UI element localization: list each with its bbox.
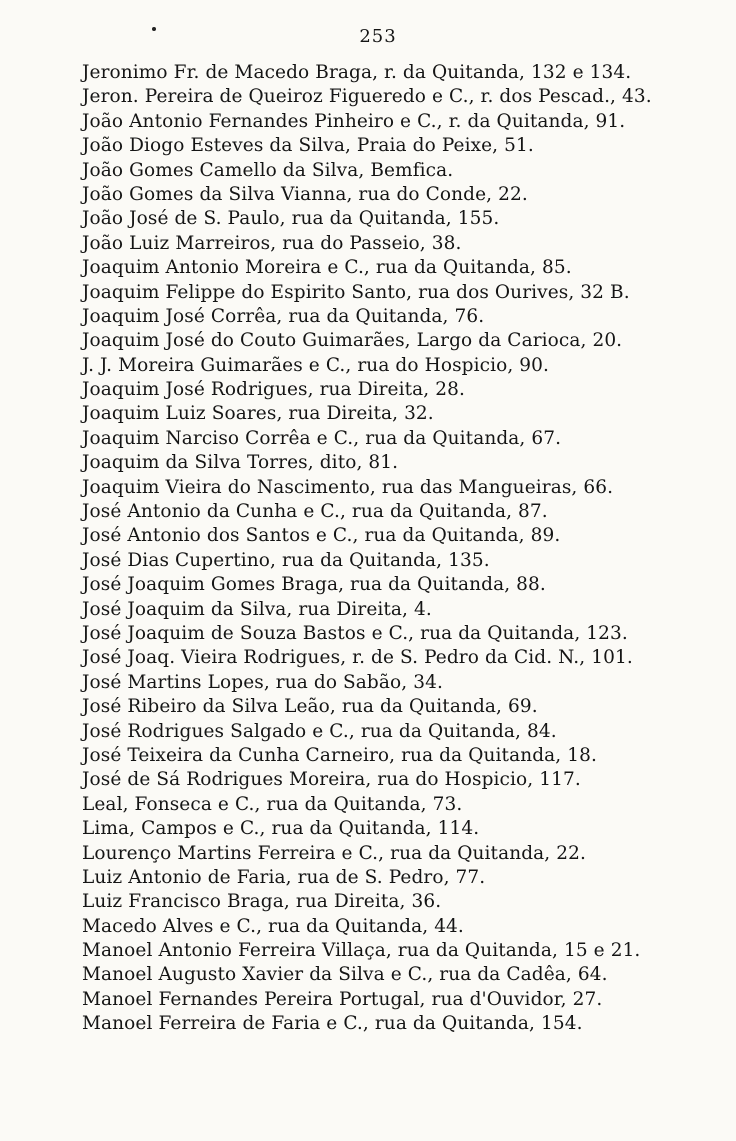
- directory-entry: Manoel Antonio Ferreira Villaça, rua da Quitanda, 15 e 21.: [82, 940, 641, 962]
- directory-entry: José Joaquim da Silva, rua Direita, 4.: [82, 598, 432, 620]
- directory-entry: Jeronimo Fr. de Macedo Braga, r. da Quitanda, 132 e 134.: [82, 62, 632, 83]
- directory-list: [82, 61, 702, 1037]
- directory-entry: Joaquim Felippe do Espirito Santo, rua dos Ourives, 32 B.: [82, 281, 630, 303]
- directory-entry: Joaquim José Rodrigues, rua Direita, 28.: [82, 379, 465, 401]
- directory-entry: Leal, Fonseca e C., rua da Quitanda, 73.: [82, 793, 463, 815]
- directory-entry: João Antonio Fernandes Pinheiro e C., r. da Quitanda, 91.: [82, 110, 626, 132]
- directory-entry: Joaquim da Silva Torres, dito, 81.: [82, 452, 399, 474]
- directory-entry: Lourenço Martins Ferreira e C., rua da Quitanda, 22.: [82, 842, 586, 864]
- directory-entry: José Dias Cupertino, rua da Quitanda, 135.: [82, 549, 490, 571]
- directory-entry: José Antonio da Cunha e C., rua da Quitanda, 87.: [82, 501, 548, 523]
- directory-entry: José Martins Lopes, rua do Sabão, 34.: [82, 671, 443, 693]
- directory-entry: José de Sá Rodrigues Moreira, rua do Hospicio, 117.: [82, 769, 581, 791]
- directory-entry: José Teixeira da Cunha Carneiro, rua da Quitanda, 18.: [82, 744, 597, 766]
- directory-entry: João Gomes da Silva Vianna, rua do Conde, 22.: [82, 183, 528, 205]
- directory-entry: Manoel Fernandes Pereira Portugal, rua d'Ouvidor, 27.: [82, 988, 603, 1010]
- directory-entry: Luiz Francisco Braga, rua Direita, 36.: [82, 891, 442, 913]
- directory-entry: Joaquim José do Couto Guimarães, Largo da Carioca, 20.: [82, 330, 623, 352]
- directory-entry: José Antonio dos Santos e C., rua da Quitanda, 89.: [82, 525, 561, 547]
- directory-entry: José Rodrigues Salgado e C., rua da Quitanda, 84.: [82, 720, 557, 742]
- directory-entry: José Joaquim de Souza Bastos e C., rua da Quitanda, 123.: [82, 622, 628, 644]
- directory-entry: Joaquim Antonio Moreira e C., rua da Quitanda, 85.: [82, 257, 572, 279]
- directory-entry: João José de S. Paulo, rua da Quitanda, 155.: [82, 208, 500, 230]
- directory-entry: João Gomes Camello da Silva, Bemfica.: [82, 159, 454, 181]
- directory-entry: Luiz Antonio de Faria, rua de S. Pedro, 77.: [82, 866, 486, 888]
- directory-entry: Jeron. Pereira de Queiroz Figueredo e C., r. dos Pescad., 43.: [82, 86, 652, 108]
- directory-entry: Lima, Campos e C., rua da Quitanda, 114.: [82, 818, 480, 840]
- directory-entry: Joaquim José Corrêa, rua da Quitanda, 76.: [82, 305, 485, 327]
- directory-entry: Joaquim Vieira do Nascimento, rua das Mangueiras, 66.: [82, 476, 614, 498]
- directory-entry: Joaquim Luiz Soares, rua Direita, 32.: [82, 403, 434, 425]
- directory-entry: João Diogo Esteves da Silva, Praia do Peixe, 51.: [82, 135, 534, 157]
- directory-entry: José Ribeiro da Silva Leão, rua da Quitanda, 69.: [82, 696, 538, 718]
- directory-entry: Joaquim Narciso Corrêa e C., rua da Quitanda, 67.: [82, 427, 562, 449]
- page-number: 253: [359, 26, 397, 47]
- directory-entry: Macedo Alves e C., rua da Quitanda, 44.: [82, 915, 464, 937]
- directory-entry: João Luiz Marreiros, rua do Passeio, 38.: [82, 232, 462, 254]
- directory-entry: J. J. Moreira Guimarães e C., rua do Hospicio, 90.: [82, 354, 550, 376]
- directory-entry: Manoel Augusto Xavier da Silva e C., rua da Cadêa, 64.: [82, 964, 608, 986]
- directory-entry: Manoel Ferreira de Faria e C., rua da Quitanda, 154.: [82, 1013, 583, 1035]
- directory-entry: José Joaq. Vieira Rodrigues, r. de S. Pedro da Cid. N., 101.: [82, 647, 633, 669]
- directory-entry: José Joaquim Gomes Braga, rua da Quitanda, 88.: [82, 574, 546, 596]
